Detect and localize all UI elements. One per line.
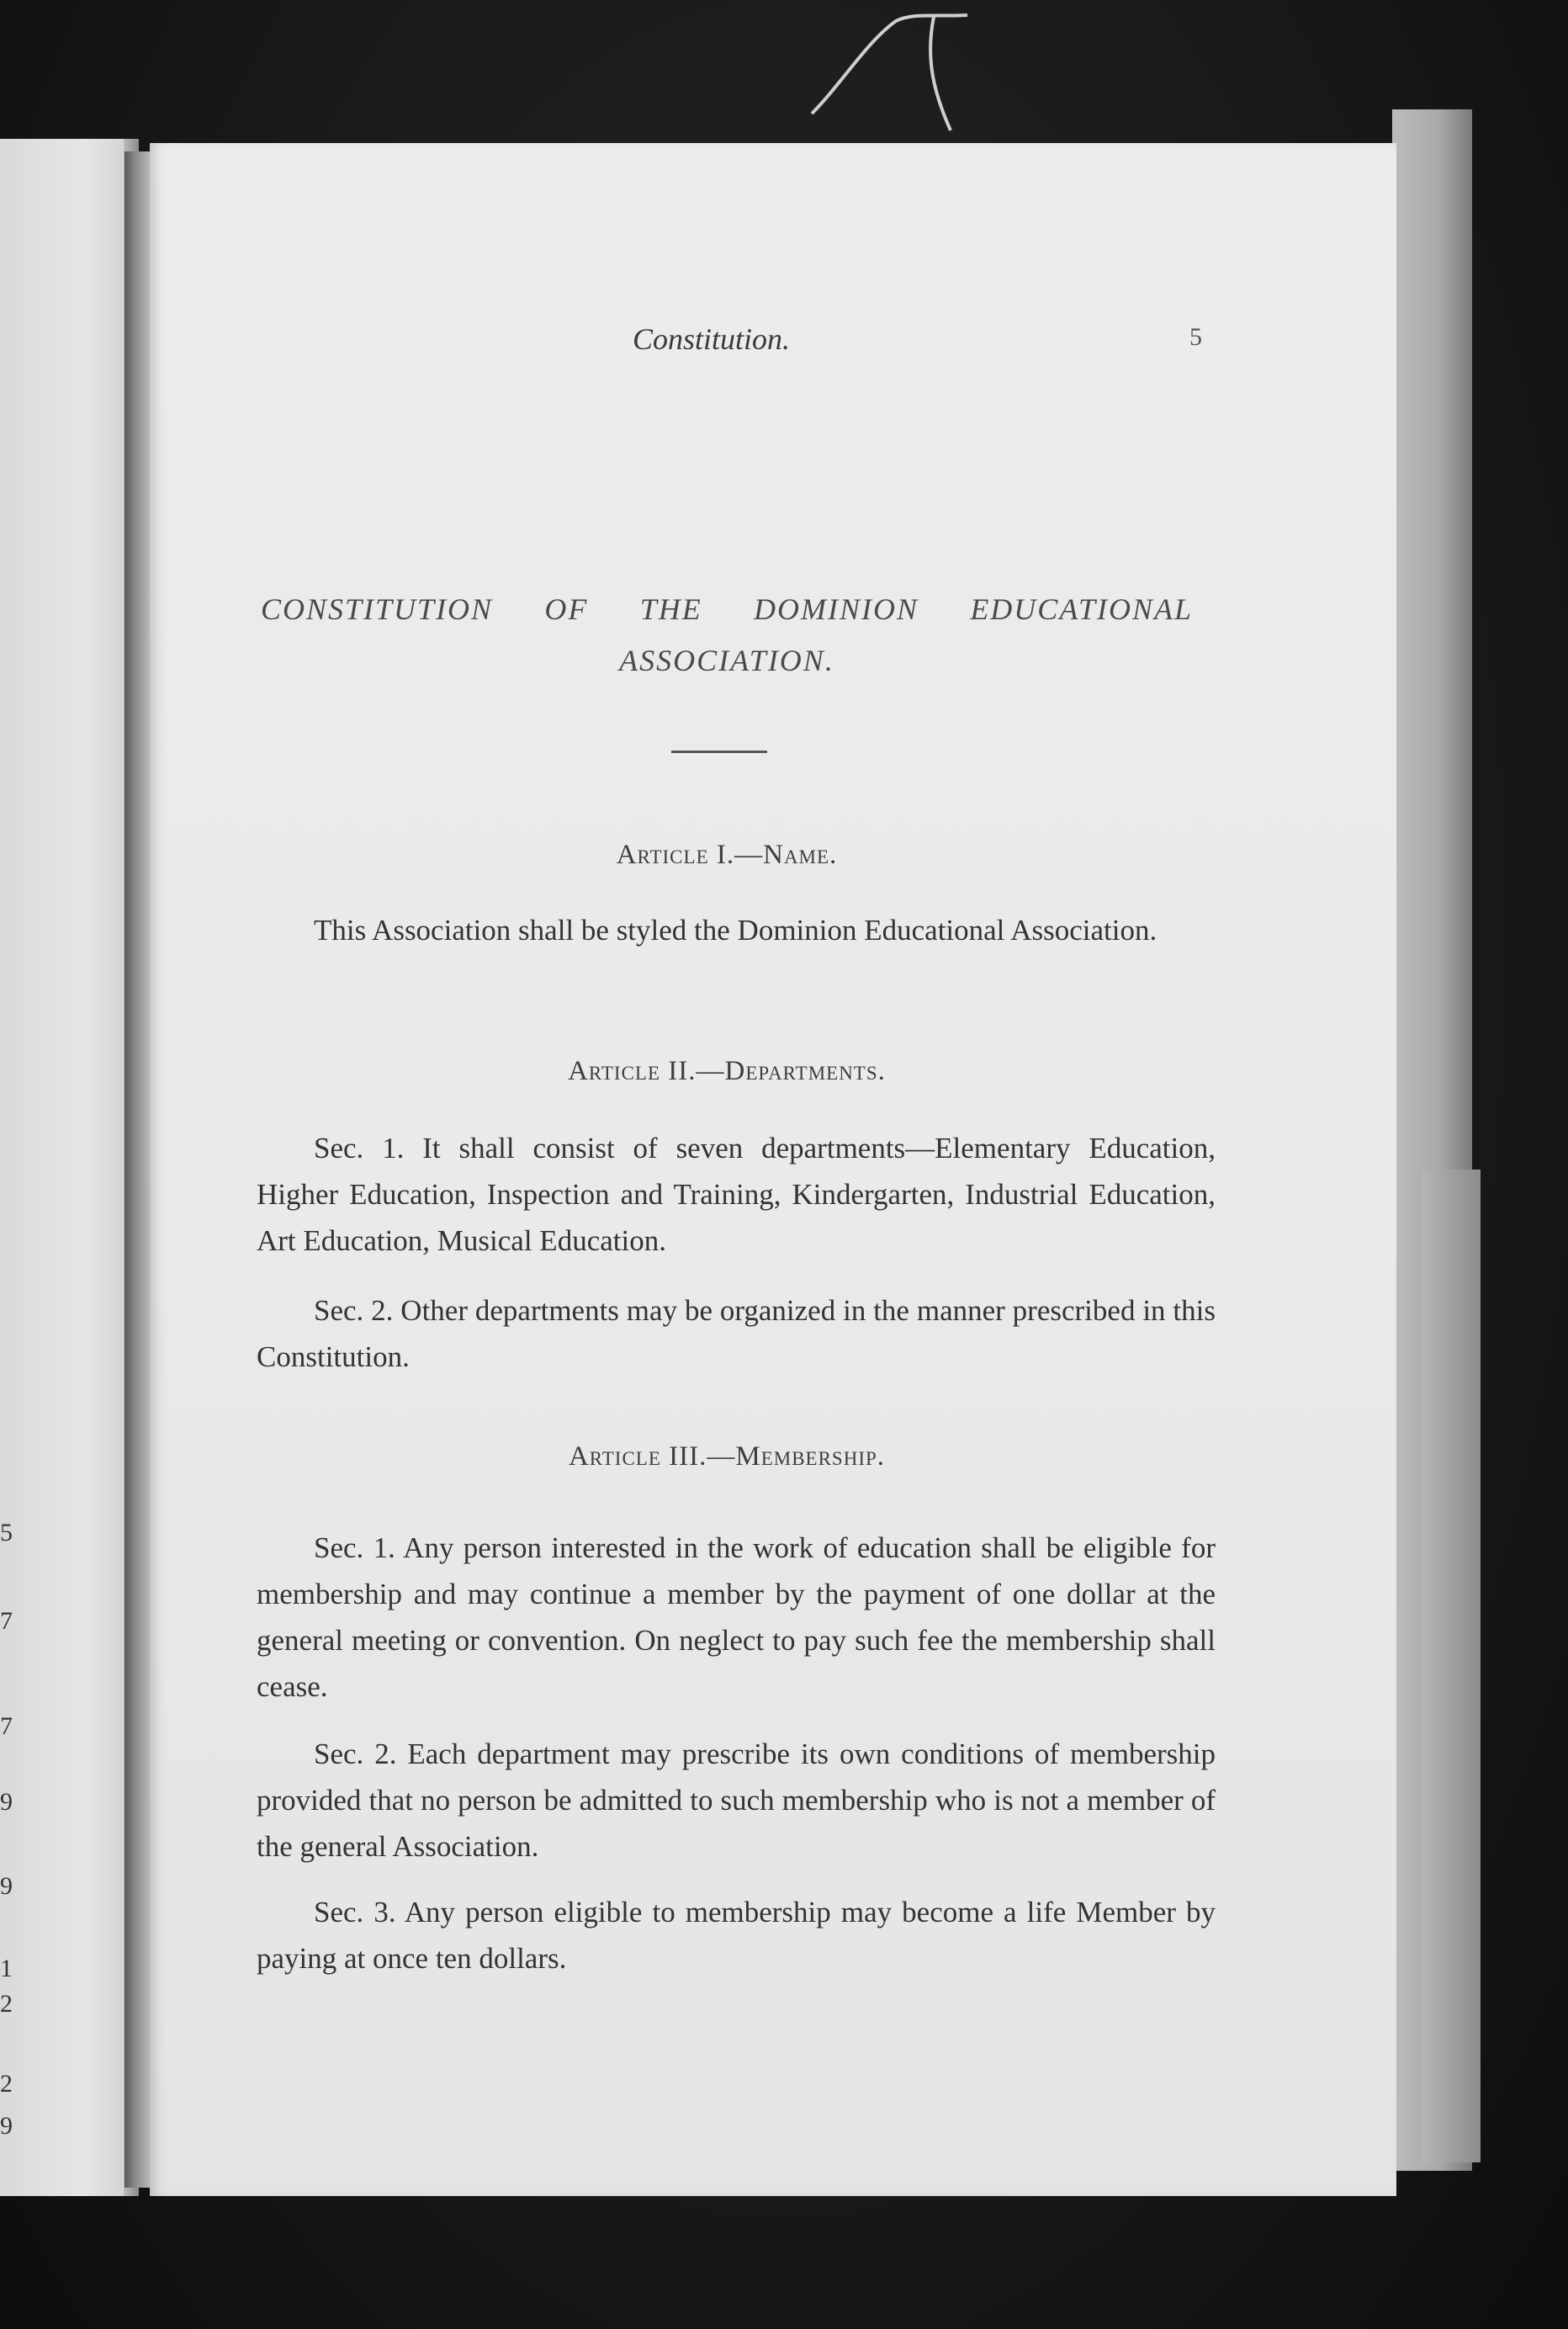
margin-number: 1	[0, 1955, 13, 1982]
article-paragraph: Sec. 2. Other departments may be organized in the manner prescribed in this Constitution.	[257, 1294, 1216, 1373]
margin-number: 9	[0, 1872, 13, 1900]
page-title-line-2: ASSOCIATION.	[619, 644, 834, 677]
article-paragraph: Sec. 3. Any person eligible to membership may become a life Member by paying at once ten dollars.	[257, 1896, 1216, 1975]
margin-number: 7	[0, 1607, 13, 1635]
margin-number: 2	[0, 2070, 13, 2098]
article-heading: Article II.—Departments.	[568, 1056, 886, 1086]
margin-number: 5	[0, 1519, 13, 1546]
title-rule	[671, 751, 767, 753]
page-stack-edge-lower	[1422, 1170, 1481, 2162]
running-head: Constitution.	[633, 322, 791, 356]
article-paragraph: Sec. 1. It shall consist of seven departments—Elementary Education, Higher Education, Inspection and Training, Kindergarten, Industrial Education, Art Education, Musical Education.	[257, 1132, 1216, 1257]
facing-page-edge	[0, 139, 139, 2196]
article-heading: Article I.—Name.	[616, 840, 838, 870]
article-paragraph: This Association shall be styled the Dominion Educational Association.	[314, 914, 1157, 947]
page-number: 5	[1189, 323, 1202, 351]
margin-number: 7	[0, 1712, 13, 1740]
article-paragraph: Sec. 1. Any person interested in the work of education shall be eligible for membership and may continue a member by the payment of one dollar at the general meeting or convention. On neglect to pay such fee the membership shall cease.	[257, 1531, 1216, 1703]
book-gutter	[124, 151, 151, 2188]
loose-thread	[808, 8, 993, 135]
article-heading: Article III.—Membership.	[568, 1441, 886, 1472]
margin-number: 9	[0, 2112, 13, 2140]
margin-number: 2	[0, 1990, 13, 2018]
article-paragraph: Sec. 2. Each department may prescribe its own conditions of membership provided that no person be admitted to such membership who is not a member of the general Association.	[257, 1737, 1216, 1863]
margin-number: 9	[0, 1788, 13, 1816]
page-title-line-1: CONSTITUTION OF THE DOMINION EDUCATIONAL	[261, 592, 1193, 626]
